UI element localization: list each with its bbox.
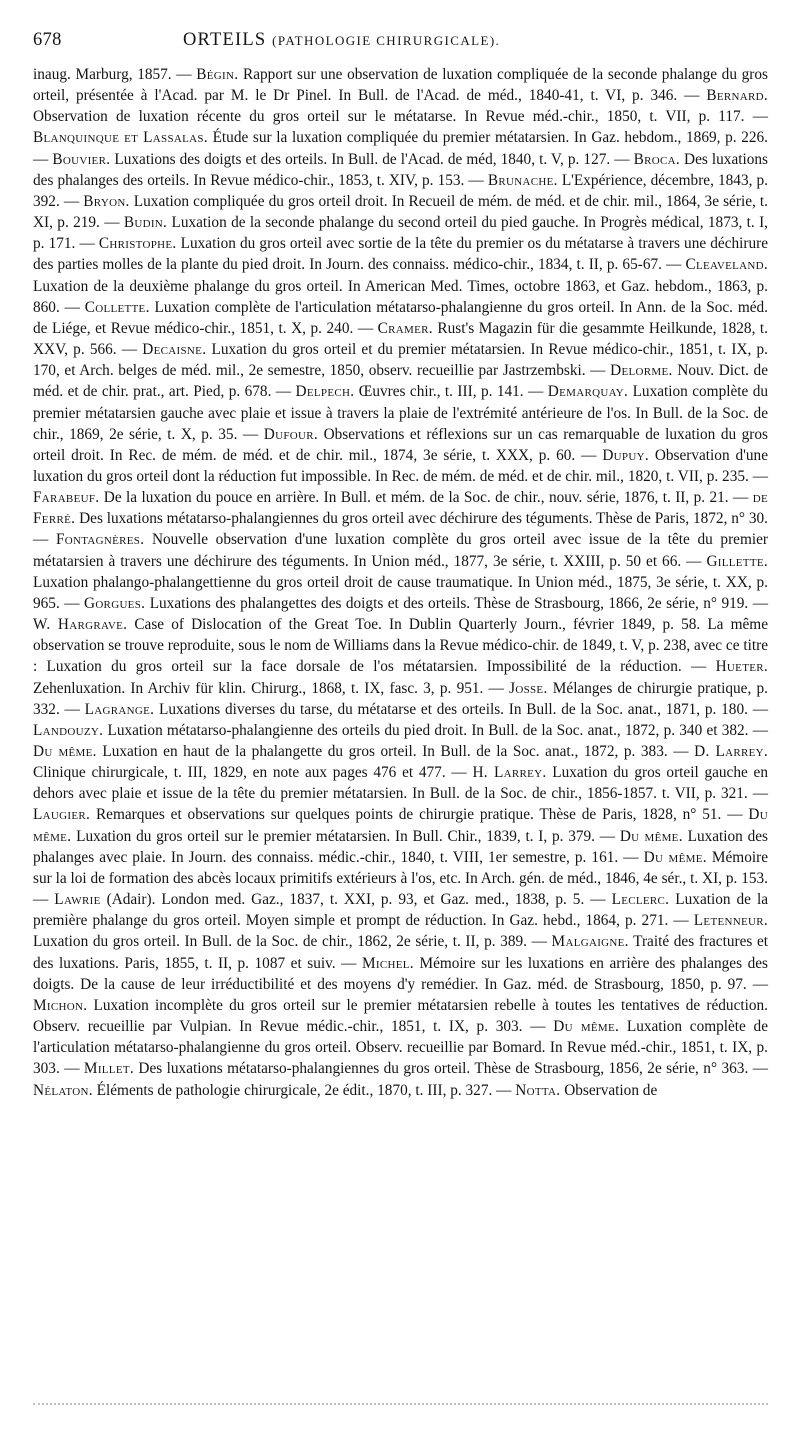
entry-text: Des luxations métatarso-phalangiennes du gros orteil avec déchirure des téguments. Thèse de Paris, 1872, n° 30. — xyxy=(33,510,768,549)
entry-text: Étude sur la luxation compliquée du premier métatarsien. In Gaz. hebdom., 1869, p. 226. — xyxy=(33,129,768,168)
entry-author: Demarquay. xyxy=(547,383,629,401)
entry-author: de Ferré. xyxy=(33,489,768,528)
page-number: 678 xyxy=(33,30,62,50)
bibliography-entry xyxy=(33,235,768,273)
entry-author: Du même. xyxy=(619,827,683,845)
entry-author: Michon. xyxy=(33,996,88,1014)
entry-text: Rapport sur une observation de luxation compliquée de la seconde phalange du gros orteil, présentée à l'Acad. par M. le Dr Pinel. In Bull. de l'Acad. de méd., 1840-41, t. VI, p. 346. — xyxy=(33,66,768,105)
page-header xyxy=(33,30,768,64)
entry-text: Luxation du gros orteil gauche en dehors avec plaie et issue de la tête du premier métatarsien. In Bull. de la Soc. de chir., 1856-1857. t. VII, p. 321. — xyxy=(33,764,768,803)
entry-text: Mémoire sur les luxations en arrière des phalanges des doigts. De la cause de leur irréductibilité et des moyens d'y remédier. In Gaz. méd. de Strasbourg, 1850, p. 97. — xyxy=(33,954,768,993)
entry-text: Case of Dislocation of the Great Toe. In Dublin Quarterly Journ., février 1849, p. 58. La même observation se trouve reproduite, sous le nom de Williams dans la Revue médico-chir. de 1849, t. V, p. 238, avec ce titre : Luxation du gros orteil sur la face dorsale de l'os métatarsien. Impossibilité de la réduction. — xyxy=(33,616,768,676)
entry-text: Luxation complète de l'articulation métatarso-phalangienne du gros orteil. Observ. recueillie par Bomard. In Revue méd.-chir., 1851, t. IX, p. 303. — xyxy=(33,1018,768,1078)
entry-author: Laugier. xyxy=(33,806,91,824)
entry-text: Observation de luxation récente du gros orteil sur le métatarse. In Revue méd.-chir., 1850, t. VII, p. 117. — xyxy=(33,108,768,126)
entry-author: Du même. xyxy=(643,848,707,866)
entry-author: Malgaigne. xyxy=(551,933,629,951)
entry-text: Observation d'une luxation du gros orteil dont la réduction fut impossible. In Rec. de mém. de méd. et de chir. mil., 1820, t. VII, p. 235. — xyxy=(33,446,768,485)
entry-text: Rust's Magazin für die gesammte Heilkunde, 1828, t. XXV, p. 566. — xyxy=(33,319,769,359)
entry-author: Farabeuf. xyxy=(33,489,100,507)
entry-text: L'Expérience, décembre, 1843, p. 392. — xyxy=(33,171,768,210)
entry-text: Des luxations métatarso-phalangiennes du gros orteil. Thèse de Strasbourg, 1856, 2e série, n° 363. — xyxy=(134,1060,768,1078)
entry-text: De la luxation du pouce en arrière. In Bull. et mém. de la Soc. de chir., nouv. série, 1876, t. II, p. 21. — xyxy=(99,489,753,507)
running-head xyxy=(183,30,768,51)
entry-text: Observations et réflexions sur un cas remarquable de luxation du gros orteil droit. In Rec. de mém. de méd. et de chir. mil., 1874, 3e série, t. XXX, p. 60. — xyxy=(33,425,768,464)
entry-author: Bouvier. xyxy=(52,150,111,168)
entry-author: Du même. xyxy=(33,743,97,760)
entry-author: Leclerc. xyxy=(611,891,670,909)
bibliography-entry xyxy=(33,489,753,506)
entry-text: Clinique chirurgicale, t. III, 1829, en note aux pages 476 et 477. — xyxy=(33,764,473,782)
entry-author: Cramer. xyxy=(377,319,433,337)
entry-author: W. Hargrave. xyxy=(33,616,128,634)
bibliography-entry xyxy=(33,616,768,675)
entry-text: Luxation complète du premier métatarsien gauche avec plaie et issue à travers la plaie de l'extrémité antérieure de l'os. In Bull. de la Soc. de chir., 1869, 2e série, t. X, p. 35. — xyxy=(33,383,769,443)
entry-text: Luxation des phalanges avec plaie. In Journ. des connaiss. médic.-chir., 1840, t. VIII, 1er semestre, p. 161. — xyxy=(33,827,768,866)
entry-text: Nouv. Dict. de méd. et de chir. prat., art. Pied, p. 678. — xyxy=(33,362,768,401)
bibliography-entry xyxy=(33,531,768,569)
entry-author: Blanquinque et Lassalas. xyxy=(33,129,208,147)
entry-text: Luxations des phalangettes des doigts et des orteils. Thèse de Strasbourg, 1866, 2e série, n° 919. — xyxy=(145,594,768,612)
entry-author: Letenneur. xyxy=(693,912,768,930)
entry-author: Lagrange. xyxy=(84,700,155,718)
entry-text: Observation de xyxy=(560,1081,658,1099)
entry-text: inaug. Marburg, 1857. — xyxy=(33,66,197,83)
entry-text: Nouvelle observation d'une luxation complète du gros orteil avec issue de la tête du premier métatarsien à travers une déchirure des téguments. In Union méd., 1877, 3e série, t. XXIII, p. 50 et 66. — xyxy=(33,531,768,570)
entry-text: Zehenluxation. In Archiv für klin. Chirurg., 1868, t. IX, fasc. 3, p. 951. — xyxy=(33,679,510,697)
entry-author: Landouzy. xyxy=(33,721,104,739)
entry-author: Hueter. xyxy=(715,658,768,676)
entry-text: Luxation du gros orteil. In Bull. de la Soc. de chir., 1862, 2e série, t. II, p. 389. — xyxy=(33,933,552,951)
bibliography-entry xyxy=(515,1082,657,1099)
entry-author: Gorgues. xyxy=(83,594,146,612)
entry-text: Luxation complète de l'articulation métatarso-phalangienne du gros orteil. In Ann. de la Soc. méd. de Liége, et Revue médico-chir., 1851, t. X, p. 240. — xyxy=(33,298,768,337)
entry-author: Du même. xyxy=(553,1018,620,1036)
entry-text: Luxation compliquée du gros orteil droit. In Recueil de mém. de méd. et de chir. mil., 1864, 3e série, t. XI, p. 219. — xyxy=(33,192,768,232)
bibliography-entry xyxy=(54,891,611,908)
bibliography-entry xyxy=(33,806,748,823)
entry-author: Josse. xyxy=(509,679,548,697)
entry-text: Luxation de la première phalange du gros orteil. Moyen simple et prompt de réduction. In Gaz. hebd., 1864, p. 271. — xyxy=(33,891,768,930)
entry-author: H. Larrey. xyxy=(472,764,547,782)
bibliography-entry xyxy=(84,1060,768,1077)
entry-text: Éléments de pathologie chirurgicale, 2e édit., 1870, t. III, p. 327. — xyxy=(92,1081,516,1099)
entry-text: Mélanges de chirurgie pratique, p. 332. — xyxy=(33,679,768,718)
entry-author: Budin. xyxy=(123,214,168,232)
entry-author: Bégin. xyxy=(196,66,239,83)
entry-author: Brunache. xyxy=(487,171,558,189)
entry-author: Christophe. xyxy=(98,235,177,253)
entry-author: Dufour. xyxy=(263,425,319,443)
entry-author: Fontagnères. xyxy=(55,531,145,549)
entry-author: Cleaveland. xyxy=(685,256,768,274)
entry-text: Traité des fractures et des luxations. Paris, 1855, t. II, p. 1087 et suiv. — xyxy=(33,933,768,972)
entry-author: Nélaton. xyxy=(33,1081,93,1099)
entry-text: Luxations diverses du tarse, du métatarse et des orteils. In Bull. de la Soc. anat., 1871, p. 180. — xyxy=(154,700,768,718)
entry-text: Des luxations des phalanges des orteils. In Revue médico-chir., 1853, t. XIV, p. 153. — xyxy=(33,150,768,189)
entry-author: Gillette. xyxy=(706,552,768,570)
entry-text: Mémoire sur la loi de formation des abcès locaux primitifs extérieurs à l'os, etc. In Arch. gén. de méd., 1846, 4e sér., t. XI, p. 153. — xyxy=(33,848,768,909)
bibliography-entry xyxy=(52,151,633,168)
bibliography-entry xyxy=(33,743,694,760)
entry-author: Bernard. xyxy=(706,87,768,105)
entry-author: D. Larrey. xyxy=(694,743,768,760)
entry-author: Michel. xyxy=(362,954,414,972)
bibliography-entry xyxy=(85,701,768,718)
entry-author: Collette. xyxy=(84,298,150,316)
bibliography-entry xyxy=(84,595,768,612)
entry-author: Lawrie xyxy=(54,891,101,909)
entry-author: Delorme. xyxy=(610,362,673,380)
entry-text: Luxation en haut de la phalangette du gros orteil. In Bull. de la Soc. anat., 1872, p. 383. — xyxy=(96,743,695,760)
entry-author: Broca. xyxy=(633,150,680,168)
entry-text: Luxation du gros orteil avec sortie de la tête du premier os du métatarse à travers une déchirure des parties molles de la plante du pied droit. In Journ. des connaiss. médico-chir., 1834, t. II, p. 65-67. — xyxy=(33,235,769,274)
entry-text: Remarques et observations sur quelques points de chirurgie pratique. Thèse de Paris, 1828, n° 51. — xyxy=(90,806,749,824)
footer-dotted-rule xyxy=(33,1403,768,1405)
entry-author: Notta. xyxy=(515,1081,561,1099)
entry-text: Œuvres chir., t. III, p. 141. — xyxy=(354,383,548,401)
entry-author: Decaisne. xyxy=(142,341,207,359)
bibliography-entry xyxy=(33,1082,515,1099)
bibliography-entry xyxy=(296,383,548,400)
entry-author: Du même. xyxy=(33,806,768,845)
bibliography-text xyxy=(33,64,768,1101)
entry-text: Luxations des doigts et des orteils. In Bull. de l'Acad. de méd, 1840, t. V, p. 127. — xyxy=(110,150,634,168)
running-head-title: ORTEILS xyxy=(183,30,267,50)
running-head-subtitle: (PATHOLOGIE CHIRURGICALE). xyxy=(272,33,501,48)
entry-author: Bryon. xyxy=(83,192,130,210)
entry-text: Luxation phalango-phalangettienne du gros orteil droit de cause traumatique. In Union méd., 1875, 3e série, t. XX, p. 965. — xyxy=(33,573,768,612)
entry-author: Dupuy. xyxy=(602,446,649,464)
entry-text: Luxation métatarso-phalangienne des orteils du pied droit. In Bull. de la Soc. anat., 1872, p. 340 et 382. — xyxy=(103,721,768,739)
bibliography-entry xyxy=(33,722,768,739)
bibliography-entry xyxy=(33,66,196,83)
entry-author: Delpech. xyxy=(295,383,355,401)
entry-text: Luxation incomplète du gros orteil sur le premier métatarsien rebelle à toutes les tentatives de réduction. Observ. recueillie par Vulpian. In Revue médic.-chir., 1851, t. IX, p. 303. — xyxy=(33,996,768,1036)
entry-text: Luxation du gros orteil sur le premier métatarsien. In Bull. Chir., 1839, t. I, p. 379. — xyxy=(71,827,620,845)
entry-text: (Adair). London med. Gaz., 1837, t. XXI, p. 93, et Gaz. med., 1838, p. 5. — xyxy=(100,891,612,909)
entry-text: Luxation du gros orteil et du premier métatarsien. In Revue médico-chir., 1851, t. IX, p. 170, et Arch. belges de méd. mil., 2e semestre, 1850, observ. recueillie par Jastrzembski. — xyxy=(33,341,768,380)
entry-text: Luxation de la deuxième phalange du gros orteil. In American Med. Times, octobre 1863, et Gaz. hebdom., 1863, p. 860. — xyxy=(33,277,768,316)
entry-author: Millet. xyxy=(83,1060,134,1078)
entry-text: Luxation de la seconde phalange du second orteil du pied gauche. In Progrès médical, 1873, t. I, p. 171. — xyxy=(33,214,768,253)
